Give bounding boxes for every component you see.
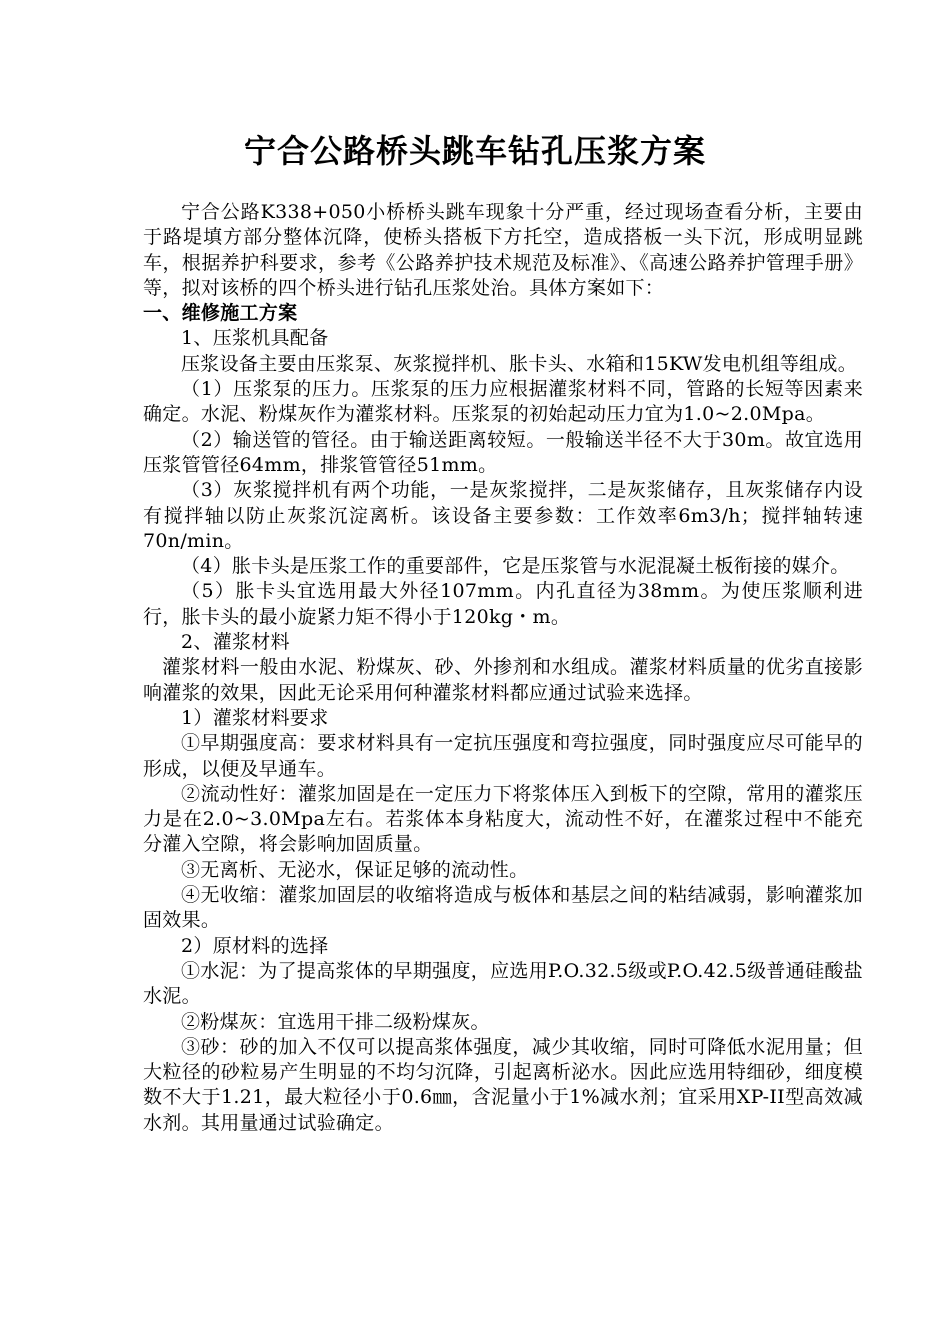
body-paragraph: （5）胀卡头宜选用最大外径107mm。内孔直径为38mm。为使压浆顺利进行，胀卡头的最小旋紧力矩不得小于120kg・m。 <box>143 580 863 628</box>
body-paragraph: ③砂：砂的加入不仅可以提高浆体强度，减少其收缩，同时可降低水泥用量；但大粒径的砂粒易产生明显的不均匀沉降，引起离析泌水。因此应选用特细砂，细度模数不大于1.21，最大粒径小于0.6㎜，含泥量小于1%减水剂；宜采用XP-II型高效减水剂。其用量通过试验确定。 <box>143 1035 863 1134</box>
body-paragraph: ①早期强度高：要求材料具有一定抗压强度和弯拉强度，同时强度应尽可能早的形成，以便及早通车。 <box>143 732 863 780</box>
list-heading: 2）原材料的选择 <box>181 934 329 957</box>
document-body <box>143 200 863 1136</box>
document-title: 宁合公路桥头跳车钻孔压浆方案 <box>243 132 706 170</box>
intro-paragraph: 宁合公路K338+050小桥桥头跳车现象十分严重，经过现场查看分析，主要由于路堤填方部分整体沉降，使桥头搭板下方托空，造成搭板一头下沉，形成明显跳车，根据养护科要求，参考《公路养护技术规范及标准》、《高速公路养护管理手册》等，拟对该桥的四个桥头进行钻孔压浆处治。具体方案如下： <box>143 201 863 299</box>
subsection-heading: 2、灌浆材料 <box>181 631 290 654</box>
body-paragraph: （1）压浆泵的压力。压浆泵的压力应根据灌浆材料不同，管路的长短等因素来确定。水泥、粉煤灰作为灌浆材料。压浆泵的初始起动压力宜为1.0~2.0Mpa。 <box>143 378 863 426</box>
body-paragraph: ①水泥：为了提高浆体的早期强度，应选用P.O.32.5级或P.O.42.5级普通硅酸盐水泥。 <box>143 959 863 1008</box>
body-paragraph: ③无离析、无泌水，保证足够的流动性。 <box>181 858 529 881</box>
body-paragraph: 灌浆材料一般由水泥、粉煤灰、砂、外掺剂和水组成。灌浆材料质量的优劣直接影响灌浆的效果，因此无论采用何种灌浆材料都应通过试验来选择。 <box>143 656 863 704</box>
body-paragraph: ②流动性好：灌浆加固是在一定压力下将浆体压入到板下的空隙，常用的灌浆压力是在2.0~3.0Mpa左右。若浆体本身粘度大，流动性不好，在灌浆过程中不能充分灌入空隙，将会影响加固质量。 <box>143 782 863 856</box>
subsection-heading: 1、压浆机具配备 <box>181 327 329 350</box>
body-paragraph: （3）灰浆搅拌机有两个功能，一是灰浆搅拌，二是灰浆储存，且灰浆储存内设有搅拌轴以防止灰浆沉淀离析。该设备主要参数：工作效率6m3/h；搅拌轴转速70n/min。 <box>143 479 863 552</box>
body-paragraph: （2）输送管的管径。由于输送距离较短。一般输送半径不大于30m。故宜选用压浆管管径64mm，排浆管管径51mm。 <box>143 428 863 476</box>
body-paragraph: ④无收缩：灌浆加固层的收缩将造成与板体和基层之间的粘结减弱，影响灌浆加固效果。 <box>143 884 863 932</box>
body-paragraph: 压浆设备主要由压浆泵、灰浆搅拌机、胀卡头、水箱和15KW发电机组等组成。 <box>181 352 858 375</box>
section-heading: 一、维修施工方案 <box>143 302 298 325</box>
body-paragraph: （4）胀卡头是压浆工作的重要部件，它是压浆管与水泥混凝土板衔接的媒介。 <box>181 555 850 578</box>
list-heading: 1）灌浆材料要求 <box>181 706 329 729</box>
body-paragraph: ②粉煤灰：宜选用干排二级粉煤灰。 <box>181 1010 490 1033</box>
